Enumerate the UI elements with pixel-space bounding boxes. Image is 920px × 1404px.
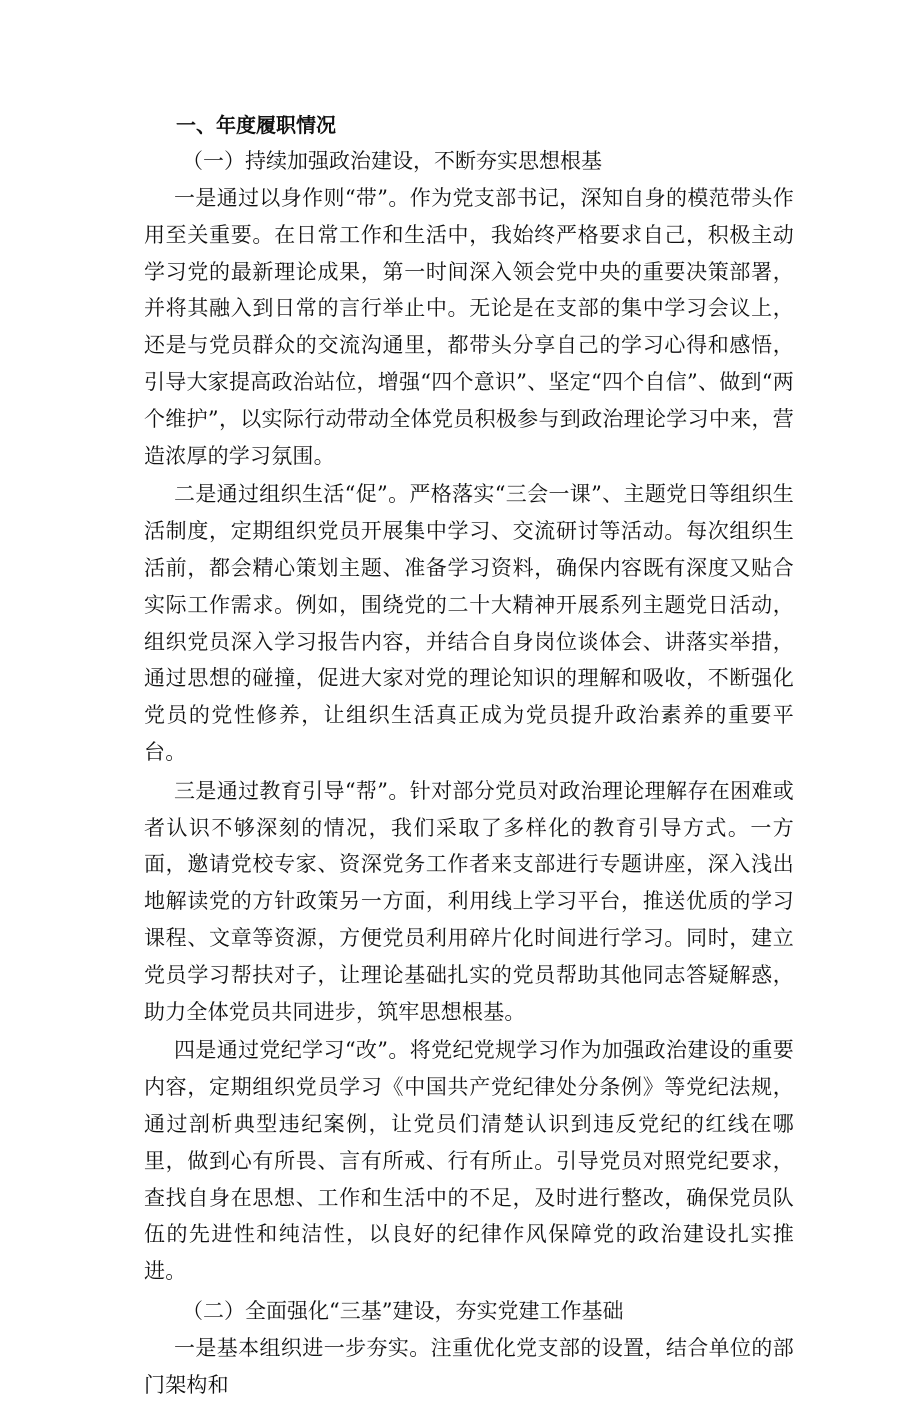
document-page [144, 108, 794, 1404]
subsection-title-1: （一）持续加强政治建设，不断夯实思想根基 [182, 149, 602, 173]
paragraph-5: 一是基本组织进一步夯实。注重优化党支部的设置，结合单位的部门架构和 [144, 1335, 794, 1397]
paragraph-4: 四是通过党纪学习“改”。将党纪党规学习作为加强政治建设的重要内容，定期组织党员学习《中国共产党纪律处分条例》等党纪法规，通过剖析典型违纪案例，让党员们清楚认识到违反党纪的红线在哪里，做到心有所畏、言有所戒、行有所止。引导党员对照党纪要求，查找自身在思想、工作和生活中的不足，及时进行整改，确保党员队伍的先进性和纯洁性，以良好的纪律作风保障党的政治建设扎实推进。 [144, 1038, 794, 1284]
section-heading: 一、年度履职情况 [176, 113, 336, 137]
paragraph-2: 二是通过组织生活“促”。严格落实“三会一课”、主题党日等组织生活制度，定期组织党员开展集中学习、交流研讨等活动。每次组织生活前，都会精心策划主题、准备学习资料，确保内容既有深度又贴合实际工作需求。例如，围绕党的二十大精神开展系列主题党日活动，组织党员深入学习报告内容，并结合自身岗位谈体会、讲落实举措，通过思想的碰撞，促进大家对党的理论知识的理解和吸收，不断强化党员的党性修养，让组织生活真正成为党员提升政治素养的重要平台。 [144, 482, 794, 764]
subsection-title-2: （二）全面强化“三基”建设，夯实党建工作基础 [182, 1298, 624, 1323]
paragraph-3: 三是通过教育引导“帮”。针对部分党员对政治理论理解存在困难或者认识不够深刻的情况，我们采取了多样化的教育引导方式。一方面，邀请党校专家、资深党务工作者来支部进行专题讲座，深入浅出地解读党的方针政策另一方面，利用线上学习平台，推送优质的学习课程、文章等资源，方便党员利用碎片化时间进行学习。同时，建立党员学习帮扶对子，让理论基础扎实的党员帮助其他同志答疑解惑，助力全体党员共同进步，筑牢思想根基。 [144, 778, 794, 1024]
paragraph-1: 一是通过以身作则“带”。作为党支部书记，深知自身的模范带头作用至关重要。在日常工作和生活中，我始终严格要求自己，积极主动学习党的最新理论成果，第一时间深入领会党中央的重要决策部署，并将其融入到日常的言行举止中。无论是在支部的集中学习会议上，还是与党员群众的交流沟通里，都带头分享自己的学习心得和感悟，引导大家提高政治站位，增强“四个意识”、坚定“四个自信”、做到“两个维护”，以实际行动带动全体党员积极参与到政治理论学习中来，营造浓厚的学习氛围。 [144, 186, 794, 468]
